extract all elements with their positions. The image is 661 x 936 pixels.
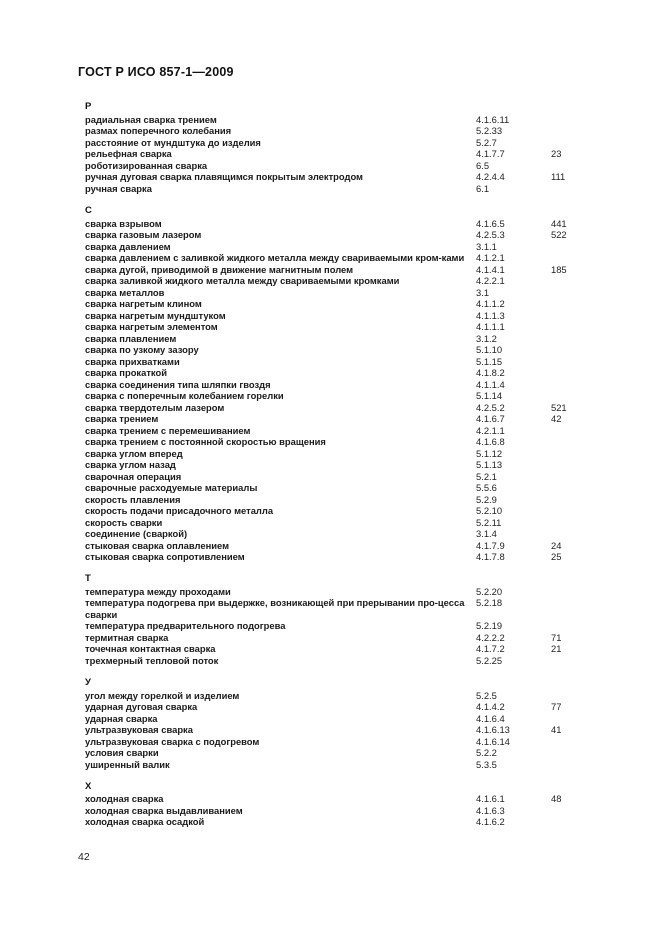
index-entry — [85, 264, 585, 276]
section-letter: С — [85, 204, 92, 216]
entry-clause: 5.5.6 — [476, 482, 497, 494]
entry-clause: 4.1.2.1 — [476, 252, 505, 264]
index-entry — [85, 701, 585, 713]
index-entry — [85, 586, 585, 598]
index-entry — [85, 816, 585, 828]
entry-clause: 4.1.8.2 — [476, 367, 505, 379]
entry-process-number: 522 — [551, 229, 567, 241]
entry-process-number: 185 — [551, 263, 567, 275]
entry-clause: 5.2.9 — [476, 493, 497, 505]
entry-term: сварка давлением с заливкой жидкого металла между свариваемыми кром-ками — [85, 252, 465, 264]
index-entry — [85, 540, 585, 552]
entry-clause: 5.1.13 — [476, 459, 503, 471]
entry-term: сварка углом назад — [85, 459, 176, 471]
entry-term: сварка трением с постоянной скоростью вращения — [85, 436, 326, 448]
index-entry — [85, 333, 585, 345]
entry-clause: 4.1.6.2 — [476, 816, 505, 828]
entry-term: расстояние от мундштука до изделия — [85, 136, 261, 148]
entry-term: ударная сварка — [85, 712, 158, 724]
entry-term: температура предварительного подогрева — [85, 620, 286, 632]
index-entry — [85, 310, 585, 322]
index-entry — [85, 724, 585, 736]
entry-term: сварка дугой, приводимой в движение магнитным полем — [85, 263, 354, 275]
entry-process-number: 25 — [551, 551, 562, 563]
entry-clause: 4.1.6.11 — [476, 113, 510, 125]
index-entry — [85, 690, 585, 702]
entry-clause: 5.2.18 — [476, 597, 503, 609]
entry-term: угол между горелкой и изделием — [85, 689, 240, 701]
entry-clause: 4.2.4.4 — [476, 171, 505, 183]
entry-clause: 6.1 — [476, 182, 490, 194]
index-entry — [85, 436, 585, 448]
index-entry — [85, 747, 585, 759]
entry-clause: 4.1.6.3 — [476, 804, 505, 816]
entry-clause: 5.2.19 — [476, 620, 503, 632]
index-entry — [85, 471, 585, 483]
index-entry — [85, 252, 585, 264]
entry-process-number: 441 — [551, 217, 567, 229]
entry-process-number: 21 — [551, 643, 562, 655]
alphabetical-index — [85, 101, 585, 828]
index-entry — [85, 643, 585, 655]
entry-clause: 6.5 — [476, 159, 490, 171]
entry-clause: 5.2.10 — [476, 505, 503, 517]
entry-term: уширенный валик — [85, 758, 170, 770]
index-entry — [85, 183, 585, 195]
index-section — [85, 573, 585, 666]
index-entry — [85, 356, 585, 368]
entry-term: сварка твердотелым лазером — [85, 401, 225, 413]
entry-term: ударная дуговая сварка — [85, 701, 198, 713]
entry-clause: 5.2.11 — [476, 516, 502, 528]
entry-term: скорость сварки — [85, 516, 163, 528]
entry-term: сварка прокаткой — [85, 367, 167, 379]
index-entry — [85, 713, 585, 725]
index-entry — [85, 218, 585, 230]
index-section — [85, 781, 585, 828]
entry-clause: 4.1.7.2 — [476, 643, 505, 655]
index-entry — [85, 655, 585, 667]
index-entry — [85, 793, 585, 805]
index-entry — [85, 287, 585, 299]
entry-term: точечная контактная сварка — [85, 643, 216, 655]
entry-clause: 5.1.14 — [476, 390, 503, 402]
entry-term: сварка нагретым элементом — [85, 321, 218, 333]
index-entry — [85, 517, 585, 529]
page-number: 42 — [78, 851, 90, 863]
entry-term: сварка нагретым мундштуком — [85, 309, 226, 321]
entry-clause: 3.1.1 — [476, 240, 497, 252]
entry-term: роботизированная сварка — [85, 159, 208, 171]
entry-term: сварка металлов — [85, 286, 165, 298]
entry-term: сварка давлением — [85, 240, 171, 252]
entry-clause: 4.1.6.1 — [476, 793, 505, 805]
index-entry — [85, 321, 585, 333]
entry-term: сварка соединения типа шляпки гвоздя — [85, 378, 271, 390]
index-entry — [85, 505, 585, 517]
entry-term: сварка трением с перемешиванием — [85, 424, 251, 436]
index-entry — [85, 114, 585, 126]
entry-clause: 5.2.7 — [476, 136, 497, 148]
entry-clause: 5.3.5 — [476, 758, 497, 770]
entry-clause: 4.1.6.13 — [476, 724, 510, 736]
entry-clause: 5.1.12 — [476, 447, 503, 459]
entry-term: сварка заливкой жидкого металла между свариваемыми кромками — [85, 275, 400, 287]
entry-term: сварка газовым лазером — [85, 229, 202, 241]
entry-process-number: 48 — [551, 793, 562, 805]
entry-term: скорость плавления — [85, 493, 181, 505]
entry-term: сварочная операция — [85, 470, 182, 482]
entry-clause: 4.1.1.4 — [476, 378, 505, 390]
entry-term: сварка плавлением — [85, 332, 177, 344]
section-letter: Х — [85, 780, 92, 792]
entry-term: ультразвуковая сварка — [85, 724, 193, 736]
index-entry — [85, 137, 585, 149]
entry-clause: 5.2.25 — [476, 654, 503, 666]
entry-clause: 4.1.6.4 — [476, 712, 505, 724]
index-entry — [85, 379, 585, 391]
entry-clause: 4.2.5.3 — [476, 229, 505, 241]
index-entry — [85, 241, 585, 253]
entry-term: температура между проходами — [85, 585, 231, 597]
index-entry — [85, 459, 585, 471]
index-entry — [85, 275, 585, 287]
entry-clause: 4.1.1.3 — [476, 309, 505, 321]
entry-term: трехмерный тепловой поток — [85, 654, 219, 666]
entry-process-number: 71 — [551, 631, 562, 643]
entry-clause: 5.1.10 — [476, 344, 503, 356]
entry-clause: 4.2.2.2 — [476, 631, 505, 643]
index-entry — [85, 402, 585, 414]
entry-term: сварка трением — [85, 413, 159, 425]
entry-term: радиальная сварка трением — [85, 113, 217, 125]
entry-clause: 4.1.6.5 — [476, 217, 505, 229]
entry-term: сварка углом вперед — [85, 447, 183, 459]
index-entry — [85, 125, 585, 137]
entry-term: температура подогрева при выдержке, возникающей при прерывании про-цесса сварки — [85, 597, 465, 620]
entry-clause: 4.2.1.1 — [476, 424, 505, 436]
section-letter: Р — [85, 101, 92, 112]
entry-clause: 5.2.5 — [476, 689, 497, 701]
index-entry — [85, 160, 585, 172]
entry-clause: 4.1.1.1 — [476, 321, 505, 333]
index-entry — [85, 171, 585, 183]
entry-term: размах поперечного колебания — [85, 125, 232, 137]
entry-clause: 4.1.1.2 — [476, 298, 505, 310]
entry-process-number: 42 — [551, 413, 562, 425]
entry-clause: 3.1.2 — [476, 332, 497, 344]
entry-term: стыковая сварка оплавлением — [85, 539, 230, 551]
entry-clause: 3.1.4 — [476, 528, 497, 540]
index-entry — [85, 620, 585, 632]
entry-term: сварочные расходуемые материалы — [85, 482, 258, 494]
entry-term: холодная сварка осадкой — [85, 816, 205, 828]
index-entry — [85, 229, 585, 241]
entry-term: сварка нагретым клином — [85, 298, 202, 310]
index-entry — [85, 390, 585, 402]
index-entry — [85, 425, 585, 437]
entry-term: сварка с поперечным колебанием горелки — [85, 390, 284, 402]
index-entry — [85, 413, 585, 425]
entry-term: стыковая сварка сопротивлением — [85, 551, 245, 563]
entry-process-number: 111 — [551, 171, 566, 183]
entry-clause: 5.2.33 — [476, 125, 503, 137]
index-entry — [85, 148, 585, 160]
entry-process-number: 24 — [551, 539, 562, 551]
entry-process-number: 23 — [551, 148, 562, 160]
entry-clause: 5.2.20 — [476, 585, 503, 597]
section-letter: У — [85, 676, 91, 688]
entry-clause: 4.1.6.7 — [476, 413, 505, 425]
entry-clause: 5.2.1 — [476, 470, 497, 482]
entry-clause: 4.1.6.8 — [476, 436, 505, 448]
entry-clause: 4.1.6.14 — [476, 735, 510, 747]
entry-term: ручная дуговая сварка плавящимся покрытым электродом — [85, 171, 363, 183]
entry-term: холодная сварка выдавливанием — [85, 804, 243, 816]
entry-term: сварка по узкому зазору — [85, 344, 199, 356]
entry-clause: 4.1.4.2 — [476, 701, 505, 713]
entry-process-number: 521 — [551, 401, 567, 413]
index-entry — [85, 298, 585, 310]
entry-clause: 4.2.2.1 — [476, 275, 505, 287]
entry-process-number: 41 — [551, 724, 562, 736]
entry-term: сварка взрывом — [85, 217, 162, 229]
entry-term: термитная сварка — [85, 631, 169, 643]
entry-term: рельефная сварка — [85, 148, 172, 160]
index-section — [85, 677, 585, 770]
index-entry — [85, 597, 585, 620]
entry-clause: 4.1.7.8 — [476, 551, 505, 563]
index-entry — [85, 736, 585, 748]
index-entry — [85, 494, 585, 506]
index-entry — [85, 551, 585, 563]
index-entry — [85, 528, 585, 540]
entry-term: скорость подачи присадочного металла — [85, 505, 274, 517]
entry-term: условия сварки — [85, 747, 159, 759]
index-entry — [85, 482, 585, 494]
entry-term: ручная сварка — [85, 182, 152, 194]
entry-term: ультразвуковая сварка с подогревом — [85, 735, 260, 747]
index-entry — [85, 632, 585, 644]
entry-process-number: 77 — [551, 701, 562, 713]
document-header: ГОСТ Р ИСО 857-1—2009 — [78, 65, 234, 79]
entry-clause: 5.2.2 — [476, 747, 497, 759]
entry-clause: 3.1 — [476, 286, 490, 298]
entry-term: холодная сварка — [85, 793, 164, 805]
index-entry — [85, 344, 585, 356]
entry-clause: 4.2.5.2 — [476, 401, 505, 413]
index-entry — [85, 367, 585, 379]
entry-clause: 5.1.15 — [476, 355, 503, 367]
index-entry — [85, 759, 585, 771]
entry-clause: 4.1.7.7 — [476, 148, 505, 160]
section-letter: Т — [85, 573, 91, 585]
index-entry — [85, 805, 585, 817]
index-entry — [85, 448, 585, 460]
entry-term: соединение (сваркой) — [85, 528, 188, 540]
index-section — [85, 205, 585, 563]
index-section — [85, 101, 585, 194]
entry-clause: 4.1.7.9 — [476, 539, 505, 551]
entry-clause: 4.1.4.1 — [476, 263, 505, 275]
entry-term: сварка прихватками — [85, 355, 180, 367]
